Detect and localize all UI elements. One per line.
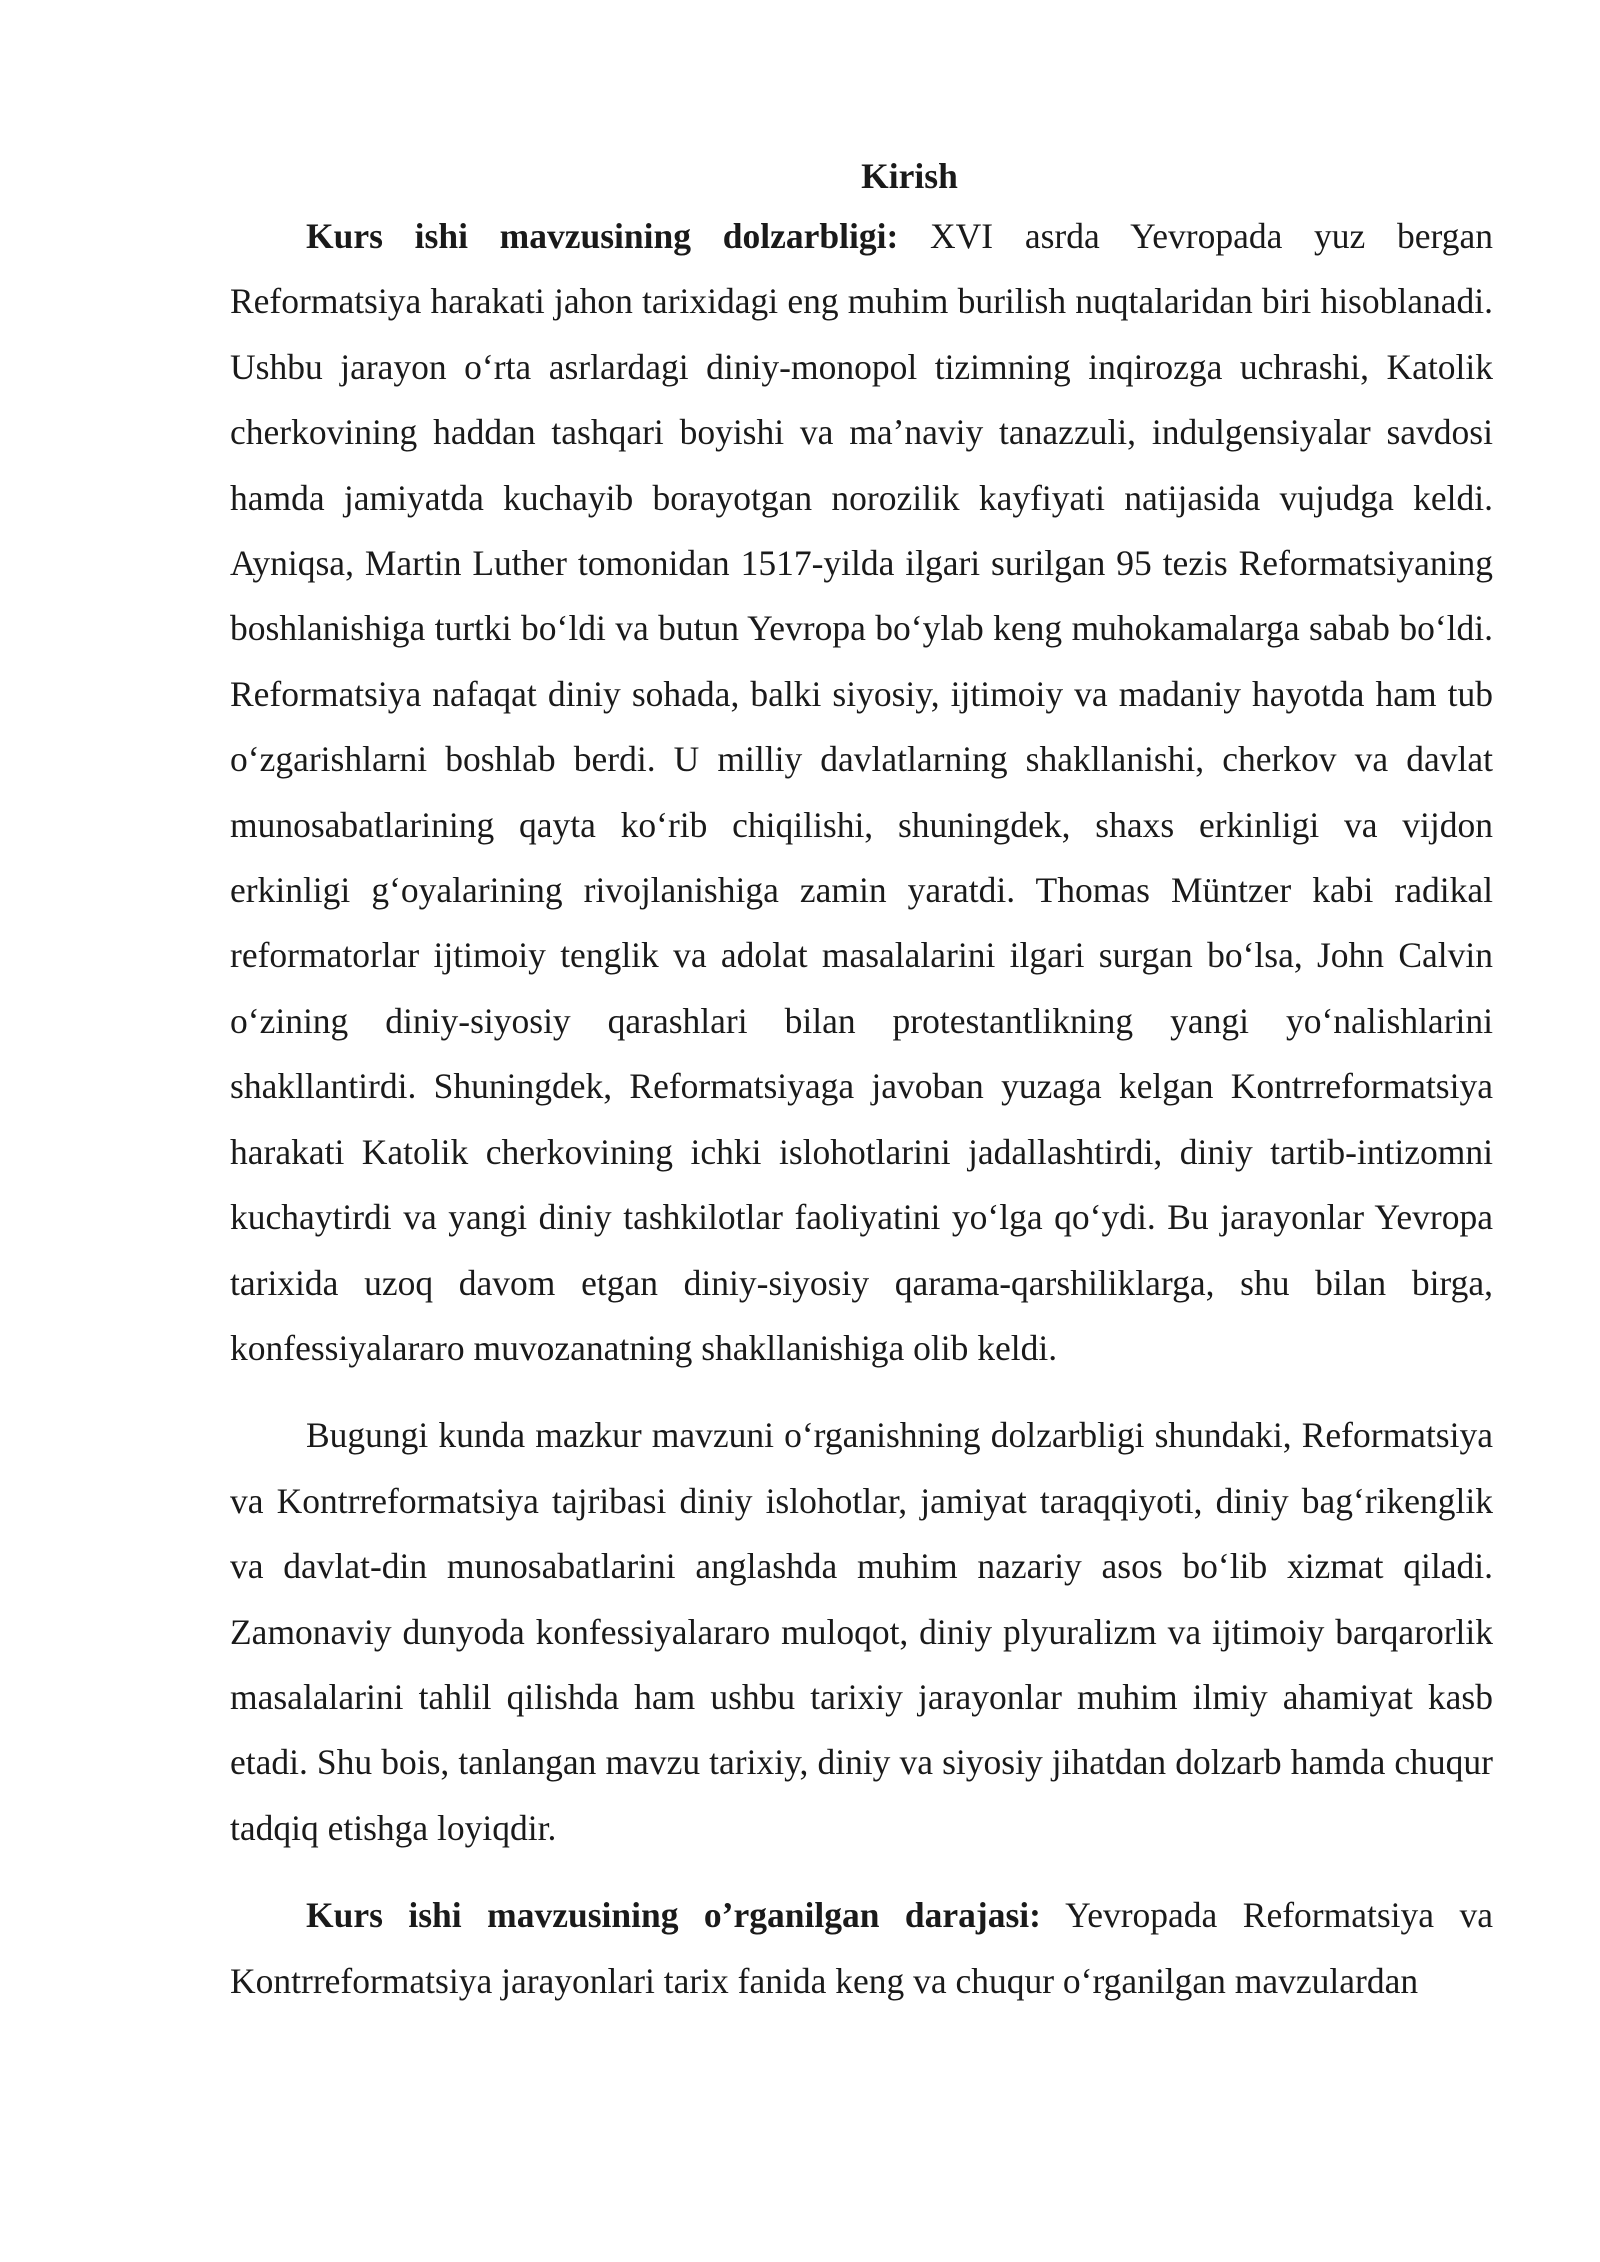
paragraph-text: XVI asrda Yevropada yuz bergan Reformatsiya harakati jahon tarixidagi eng muhim burilish nuqtalaridan biri hisoblanadi. Ushbu jarayon oʻrta asrlardagi diniy-monopol tizimning inqirozga uchrashi, Katolik cherkovining haddan tashqari boyishi va maʼnaviy tanazzuli, indulgensiyalar savdosi hamda jamiyatda kuchayib borayotgan norozilik kayfiyati natijasida vujudga keldi. Ayniqsa, Martin Luther tomonidan 1517-yilda ilgari surilgan 95 tezis Reformatsiyaning boshlanishiga turtki boʻldi va butun Yevropa boʻylab keng muhokamalarga sabab boʻldi. Reformatsiya nafaqat diniy sohada, balki siyosiy, ijtimoiy va madaniy hayotda ham tub oʻzgarishlarni boshlab berdi. U milliy davlatlarning shakllanishi, cherkov va davlat munosabatlarining qayta koʻrib chiqilishi, shuningdek, shaxs erkinligi va vijdon erkinligi gʻoyalarining rivojlanishiga zamin yaratdi. Thomas Müntzer kabi radikal reformatorlar ijtimoiy tenglik va adolat masalalarini ilgari surgan boʻlsa, John Calvin oʻzining diniy-siyosiy qarashlari bilan protestantlikning yangi yoʻnalishlarini shakllantirdi. Shuningdek, Reformatsiyaga javoban yuzaga kelgan Kontrreformatsiya harakati Katolik cherkovining ichki islohotlarini jadallashtirdi, diniy tartib-intizomni kuchaytirdi va yangi diniy tashkilotlar faoliyatini yoʻlga qoʻydi. Bu jarayonlar Yevropa tarixida uzoq davom etgan diniy-siyosiy qarama-qarshiliklarga, shu bilan birga, konfessiyalararo muvozanatning shakllanishiga olib keldi. bbox=[230, 216, 1493, 1368]
paragraph-text: Yevropada Reformatsiya va Kontrreformatsiya jarayonlari tarix fanida keng va chuqur oʻrganilgan mavzulardan bbox=[230, 1895, 1493, 2001]
paragraph-lead: Kurs ishi mavzusining oʼrganilgan darajasi: bbox=[306, 1895, 1041, 1936]
paragraph-relevance bbox=[230, 204, 1493, 1381]
paragraph-research-level bbox=[230, 1883, 1493, 2014]
paragraph-today bbox=[230, 1403, 1493, 1861]
document-content bbox=[230, 148, 1493, 2014]
paragraph-text: Bugungi kunda mazkur mavzuni oʻrganishning dolzarbligi shundaki, Reformatsiya va Kontrreformatsiya tajribasi diniy islohotlar, jamiyat taraqqiyoti, diniy bagʻrikenglik va davlat-din munosabatlarini anglashda muhim nazariy asos boʻlib xizmat qiladi. Zamonaviy dunyoda konfessiyalararo muloqot, diniy plyuralizm va ijtimoiy barqarorlik masalalarini tahlil qilishda ham ushbu tarixiy jarayonlar muhim ilmiy ahamiyat kasb etadi. Shu bois, tanlangan mavzu tarixiy, diniy va siyosiy jihatdan dolzarb hamda chuqur tadqiq etishga loyiqdir. bbox=[230, 1415, 1493, 1848]
paragraph-lead: Kurs ishi mavzusining dolzarbligi: bbox=[306, 216, 899, 256]
document-title: Kirish bbox=[861, 156, 958, 196]
